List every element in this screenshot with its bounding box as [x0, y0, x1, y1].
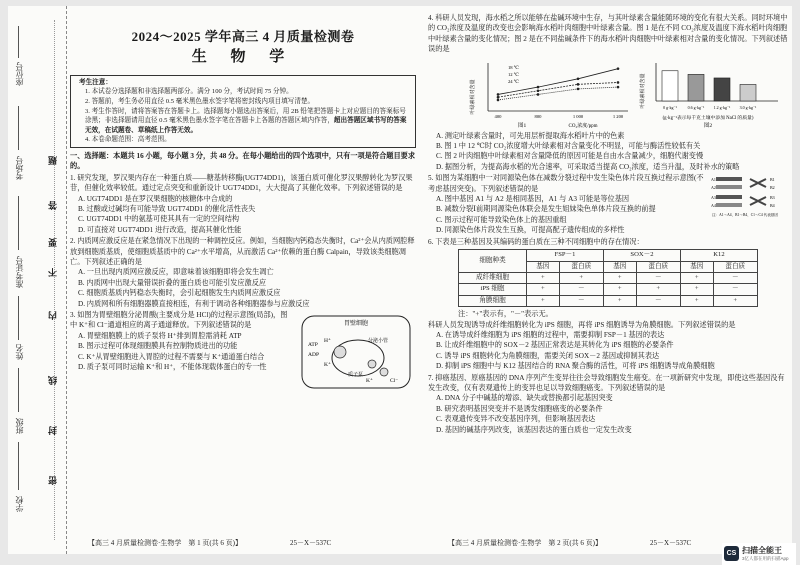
- seal-char: 内: [48, 311, 58, 320]
- option-d: D. 质子泵可同时运输 K⁺和 H⁺，不能体现载体蛋白的专一性: [78, 363, 267, 372]
- table-cell: 成纤维细胞: [459, 272, 527, 283]
- label-k: K⁺: [324, 362, 331, 369]
- chromatid: [716, 177, 742, 181]
- label-k2: K⁺: [366, 378, 373, 385]
- option-a: A. 在诱导成纤维细胞为 iPS 细胞的过程中，需要抑制 FSP－1 基因的表达: [436, 330, 665, 339]
- table-cell: 角膜细胞: [459, 295, 527, 306]
- table-cell: +: [603, 272, 636, 283]
- field-admission: 准考证号: [15, 256, 24, 288]
- notice-emphasis: 超出答题区域书写的答案无效，在试题卷、草稿纸上作答无效。: [85, 117, 407, 134]
- seal-char: 不: [48, 268, 58, 277]
- table-cell: +: [603, 295, 636, 306]
- option-a: A. 图中基因 A1 与 A2 是相同基因，A1 与 A3 可能是等位基因: [436, 195, 630, 204]
- fig2-bar: [662, 70, 678, 100]
- notice-item: 2. 答题前，考生务必用直径 0.5 毫米黑色墨水签字笔将密封线内项目填写清楚。: [85, 98, 315, 105]
- field-class: 班级: [15, 418, 24, 434]
- label-h: H⁺: [324, 338, 331, 345]
- fig2-note: (g·kg⁻¹表示每千克土壤中添加 NaCl 的质量): [662, 115, 754, 121]
- fig2-bar: [740, 84, 756, 101]
- option-c: C. K⁺从胃壁细胞进入胃腔的过程不需要与 K⁺通道蛋白结合: [78, 352, 265, 361]
- notice-item: [79, 107, 410, 136]
- proton-pump: [334, 346, 346, 358]
- table-row: [459, 284, 758, 295]
- seal-line: [54, 20, 55, 540]
- question-stem: 2. 内质网应激反应是在紧急情况下出现的一种调控反应。例如，当细胞内钙稳态失衡时，Ca²⁺会从内质网腔释放到细胞质基质，使细胞质基质中的 Ca²⁺水平增高，从而激活 Ca²⁺依赖的蛋白酶 Calpain，导致该类细胞凋亡。下列叙述正确的是: [70, 237, 415, 267]
- label-canaliculus: 分泌小管: [368, 339, 389, 345]
- fig1-xtick: 400: [494, 113, 502, 119]
- field-room: 考场号: [15, 156, 24, 180]
- option-d: D. 内质网和所有细胞器膜直接相连，有利于调动各种细胞器参与应激反应: [78, 299, 310, 308]
- page-2-column: [428, 12, 788, 435]
- scanner-logo-icon: CS: [724, 546, 739, 561]
- figures-row: [428, 57, 788, 129]
- gastric-cell-diagram: [296, 312, 416, 392]
- question-4: [428, 13, 788, 172]
- footer-page-2: [448, 538, 691, 548]
- fig1-legend-label: 18 ℃: [508, 64, 519, 70]
- section-heading: 一、选择题：本题共 16 小题，每小题 3 分，共 48 分。在每小题给出的四个选项中，只有一项是符合题目要求的。: [70, 151, 416, 171]
- question-3: [70, 310, 416, 385]
- fig1-xtick: 800: [534, 113, 542, 119]
- label-adp: ADP: [308, 352, 320, 359]
- question-lead: 科研人员发现诱导成纤维细胞转化为 iPS 细胞，再将 iPS 细胞诱导为角膜细胞。下列叙述错误的是: [428, 320, 736, 329]
- option-c: C. UGT74DD1 中的氨基可使其具有一定的空间结构: [78, 215, 240, 224]
- fig1-caption: 图1: [518, 122, 527, 129]
- fig1-point: [537, 89, 540, 92]
- underline: [18, 442, 19, 490]
- table-header: 细胞种类: [459, 250, 527, 273]
- fig2-bar: [688, 74, 704, 101]
- diagram-title: 胃壁细胞: [343, 321, 369, 328]
- table-row: [459, 295, 758, 306]
- subject-title: 生 物 学: [191, 49, 295, 66]
- underline: [18, 196, 19, 250]
- chromosome-crossover-diagram: [710, 173, 788, 219]
- option-d: D. 抑制 iPS 细胞中与 K12 基因结合的 RNA 聚合酶的活性，可将 iPS 细胞诱导成角膜细胞: [436, 362, 715, 371]
- k-channel: [368, 360, 376, 368]
- fig1-series-line: [498, 82, 618, 97]
- seal-char: 密: [48, 476, 58, 485]
- table-subheader: 基因: [680, 261, 713, 272]
- fig2-category-label: 3.0 g·kg⁻¹: [739, 104, 757, 110]
- table-cell: +: [527, 272, 560, 283]
- option-a: A. 胃壁细胞膜上的质子泵将 H⁺排到胃腔需消耗 ATP: [78, 331, 242, 340]
- fig1-point: [537, 85, 540, 88]
- fig1-series-line: [498, 87, 618, 100]
- table-header: K12: [680, 250, 757, 261]
- fig1-point: [617, 67, 620, 70]
- question-6: [428, 237, 788, 372]
- question-7: [428, 373, 788, 435]
- question-1: [70, 173, 416, 235]
- chromatid: [716, 195, 742, 199]
- question-stem: 5. 如图为某细胞中一对同源染色体在减数分裂过程中发生染色体片段互换过程示意图(不考虑基因突变)。下列叙述错误的是: [428, 174, 704, 193]
- seal-char: 题: [48, 156, 58, 165]
- fig1-point: [537, 93, 540, 96]
- fig2-caption: 图2: [703, 122, 713, 129]
- fig1-legend-label: 24 ℃: [508, 78, 519, 84]
- fig2-category-label: 1.2 g·kg⁻¹: [713, 104, 731, 110]
- fig2-category-label: 0.6 g·kg⁻¹: [687, 104, 705, 110]
- footer-text: 【高三 4 月质量检测卷·生物学 第 1 页(共 6 页)】: [88, 539, 242, 547]
- option-a: A. UGT74DD1 是在罗汉果细胞的核糖体中合成的: [78, 194, 233, 203]
- table-row: [459, 272, 758, 283]
- table-cell: iPS 细胞: [459, 284, 527, 295]
- fig1-point: [577, 87, 580, 90]
- fig1-point: [617, 85, 620, 88]
- cl-channel: [380, 368, 388, 376]
- option-b: B. 过酸或过碱均有可能导致 UGT74DD1 的催化活性丧失: [78, 205, 256, 213]
- diagram-legend: 注：A1～A4、B1～B4、C1～C4 代表基因: [712, 213, 778, 218]
- footer-code: 25－X－537C: [290, 539, 332, 547]
- table-cell: +: [680, 272, 713, 283]
- fig1-xtick: 1 200: [612, 113, 624, 119]
- fig1-xlabel: CO₂浓度/ppm: [568, 123, 598, 129]
- fig1-point: [497, 96, 500, 99]
- table-header: FSP－1: [527, 250, 604, 261]
- table-cell: －: [713, 272, 757, 283]
- seal-char: 要: [48, 238, 58, 247]
- notice-item: 1. 本试卷分选择题和非选择题两部分。满分 100 分，考试时间 75 分钟。: [85, 88, 293, 96]
- exam-title: 2024～2025 学年高三 4 月质量检测卷: [131, 29, 355, 44]
- gene-table: [458, 249, 758, 307]
- table-cell: +: [713, 295, 757, 306]
- table-subheader: 蛋白质: [636, 261, 680, 272]
- option-d: D. 可直接对 UGT74DD1 进行改造，提高其催化性能: [78, 225, 242, 234]
- option-b: B. 减数分裂Ⅰ前期同源染色体联会是发生姐妹染色单体片段互换的前提: [436, 205, 656, 214]
- gene-label: B4: [770, 203, 775, 209]
- table-cell: +: [559, 272, 603, 283]
- question-stem: 7. 抑癌基因、原癌基因的 DNA 序列产生变异往往会导致细胞发生癌变。在一项新研究中发现，即使这些基因没有发生改变，仅有表观遗传上的变异也足以导致细胞癌变。下列叙述错误的是: [428, 373, 785, 392]
- figure-1-line-chart: [468, 57, 638, 129]
- gene-label: B2: [770, 185, 775, 191]
- scanner-watermark: [722, 543, 796, 565]
- option-b: B. 研究表明基因突变并不是诱发细胞癌变的必要条件: [436, 404, 603, 413]
- fig1-xtick: 1 000: [572, 113, 584, 119]
- table-cell: +: [527, 284, 560, 295]
- table-cell: －: [713, 284, 757, 295]
- question-stem: 1. 研究发现，罗汉果内存在一种蛋白质——糖基转移酶(UGT74DD1)，该蛋白质可催化罗汉果醇转化为罗汉果苷，但催化效率较低。通过定点突变和重新设计 UGT74DD1，大大提高了其催化效率。下列叙述错误的是: [70, 173, 413, 193]
- footer-text: 【高三 4 月质量检测卷·生物学 第 2 页(共 6 页)】: [448, 539, 602, 547]
- page-1-column: [70, 12, 416, 394]
- fig2-bar: [714, 78, 730, 101]
- option-c: C. 诱导 iPS 细胞转化为角膜细胞，需要关闭 SOX－2 基因或抑制其表达: [436, 351, 660, 360]
- notice-item: 4. 本卷命题范围：高考范围。: [85, 136, 171, 144]
- table-cell: －: [636, 295, 680, 306]
- field-seat: 座位号: [15, 62, 24, 86]
- label-cl: Cl⁻: [390, 378, 399, 385]
- table-cell: +: [680, 295, 713, 306]
- field-school: 学校: [15, 496, 24, 512]
- label-pump: 质子泵: [348, 373, 364, 379]
- fig1-point: [577, 77, 580, 80]
- binding-margin: [8, 6, 67, 554]
- table-header-row: [459, 250, 758, 261]
- option-d: D. 同源染色体片段发生互换，可提高配子遗传组成的多样性: [436, 226, 625, 235]
- chromatid: [716, 203, 742, 207]
- option-c: C. 细胞质基质内钙稳态失衡时，会引起细胞发生内质网应激反应: [78, 289, 281, 298]
- gene-label: A2: [711, 185, 716, 191]
- scanner-tagline: 3亿人都在用的扫描App: [742, 556, 789, 561]
- underline: [18, 26, 19, 58]
- label-atp: ATP: [308, 342, 318, 349]
- field-name: 姓名: [15, 344, 24, 360]
- table-subheader: 基因: [527, 261, 560, 272]
- table-subheader: 蛋白质: [713, 261, 757, 272]
- option-a: A. 一旦出现内质网应激反应，即意味着该细胞即将会发生凋亡: [78, 268, 274, 277]
- table-cell: －: [559, 295, 603, 306]
- footer-code: 25－X－537C: [650, 539, 692, 547]
- seal-char: 封: [48, 426, 58, 435]
- table-cell: +: [603, 284, 636, 295]
- exam-sheet: [8, 6, 792, 554]
- underline: [18, 368, 19, 412]
- notice-title: 考生注意：: [79, 78, 112, 86]
- table-subheader: 蛋白质: [559, 261, 603, 272]
- underline: [18, 106, 19, 150]
- gene-label: A1: [711, 177, 716, 183]
- question-stem: 6. 下表是三种基因及其编码的蛋白质在三种不同细胞中的存在情况：: [428, 237, 644, 246]
- fig1-point: [497, 98, 500, 101]
- question-2: [70, 236, 416, 309]
- scanner-name: 扫描全能王: [742, 546, 782, 555]
- crossover-arrows: [750, 179, 766, 205]
- question-stem: 3. 如图为胃壁细胞分泌胃酸(主要成分是 HCl)的过程示意图(局部)，图中 K⁺和 Cl⁻通道相应的离子通道释放。下列叙述错误的是: [70, 311, 288, 330]
- chromatid: [716, 185, 742, 189]
- option-b: B. 内质网中出现大量错误折叠的蛋白质也可能引发应激反应: [78, 278, 267, 287]
- gene-label: B3: [770, 195, 775, 201]
- figure-2-bar-chart: [638, 57, 788, 129]
- fig1-ylabel: 叶绿素相对含量: [471, 79, 476, 115]
- table-cell: －: [636, 272, 680, 283]
- fig1-point: [617, 81, 620, 84]
- gene-label: A4: [711, 203, 716, 209]
- option-b: B. 让成纤维细胞中的 SOX－2 基因正常表达是其转化为 iPS 细胞的必要条件: [436, 341, 674, 350]
- table-cell: +: [636, 284, 680, 295]
- question-stem: 4. 科研人员发现，海水稻之所以能够在盐碱环境中生存，与其叶绿素含量能随环境的变化有很大关系。同时环境中的 CO₂浓度及温度的改变也会影响海水稻叶肉细胞中叶绿素含量。图 1 是在不同 CO₂浓度及温度下海水稻叶肉细胞中叶绿素含量的变化情况；图 2 是在不同盐碱条件下的海水稻叶肉细胞中叶绿素相对含量的变化情况。下列叙述错误的是: [428, 14, 788, 54]
- fig1-legend-label: 12 ℃: [508, 71, 519, 77]
- seal-char: 答: [48, 201, 58, 210]
- option-a: A. 测定叶绿素含量时，可先用层析提取海水稻叶片中的色素: [436, 131, 625, 140]
- question-5: [428, 173, 788, 235]
- fig2-ylabel: 叶绿素相对含量: [641, 73, 646, 109]
- gene-label: A3: [711, 195, 716, 201]
- fig1-point: [497, 93, 500, 96]
- option-b: B. 图示过程可体现细胞膜具有控制物质进出的功能: [78, 342, 238, 351]
- table-subheader: 基因: [603, 261, 636, 272]
- option-b: B. 图 1 中 12 ℃时 CO₂浓度增大叶绿素相对含量变化不明显，可能与酶活性较低有关: [436, 142, 701, 151]
- option-c: C. 图示过程可能导致染色体上的基因重组: [436, 215, 567, 224]
- seal-char: 线: [48, 376, 58, 385]
- option-d: D. 基因的碱基序列改变，该基因表达的蛋白质也一定发生改变: [436, 425, 632, 434]
- underline: [18, 296, 19, 340]
- table-header: SOX－2: [603, 250, 680, 261]
- option-c: C. 表观遗传变异不改变基因序列，但影响基因表达: [436, 415, 596, 424]
- fig1-point: [577, 83, 580, 86]
- fig2-category-label: 0 g·kg⁻¹: [663, 104, 677, 110]
- option-a: A. DNA 分子中碱基的增添、缺失或替换都引起基因突变: [436, 394, 613, 403]
- table-note: 注："+"表示有，"－"表示无。: [458, 310, 553, 319]
- table-cell: +: [680, 284, 713, 295]
- notice-text: 3. 考生作答时，请将答案答在答题卡上。选择题每小题选出答案后，用 2B 铅笔把答题卡上对应题目的答案标号涂黑；非选择题请用直径 0.5 毫米黑色墨水签字笔在答题卡上各题的答题区域内作答，: [85, 107, 406, 125]
- table-cell: －: [559, 284, 603, 295]
- notice-box: [70, 75, 416, 148]
- table-cell: +: [527, 295, 560, 306]
- option-d: D. 据图分析，为提高海水稻的光合速率，可采取适当提高 CO₂浓度，适当升温，及时补水的策略: [436, 162, 740, 171]
- gene-label: B1: [770, 177, 775, 183]
- footer-page-1: [88, 538, 331, 548]
- option-c: C. 图 2 叶肉细胞中叶绿素相对含量降低的原因可能是自由水含量减少，细胞代谢变慢: [436, 152, 704, 161]
